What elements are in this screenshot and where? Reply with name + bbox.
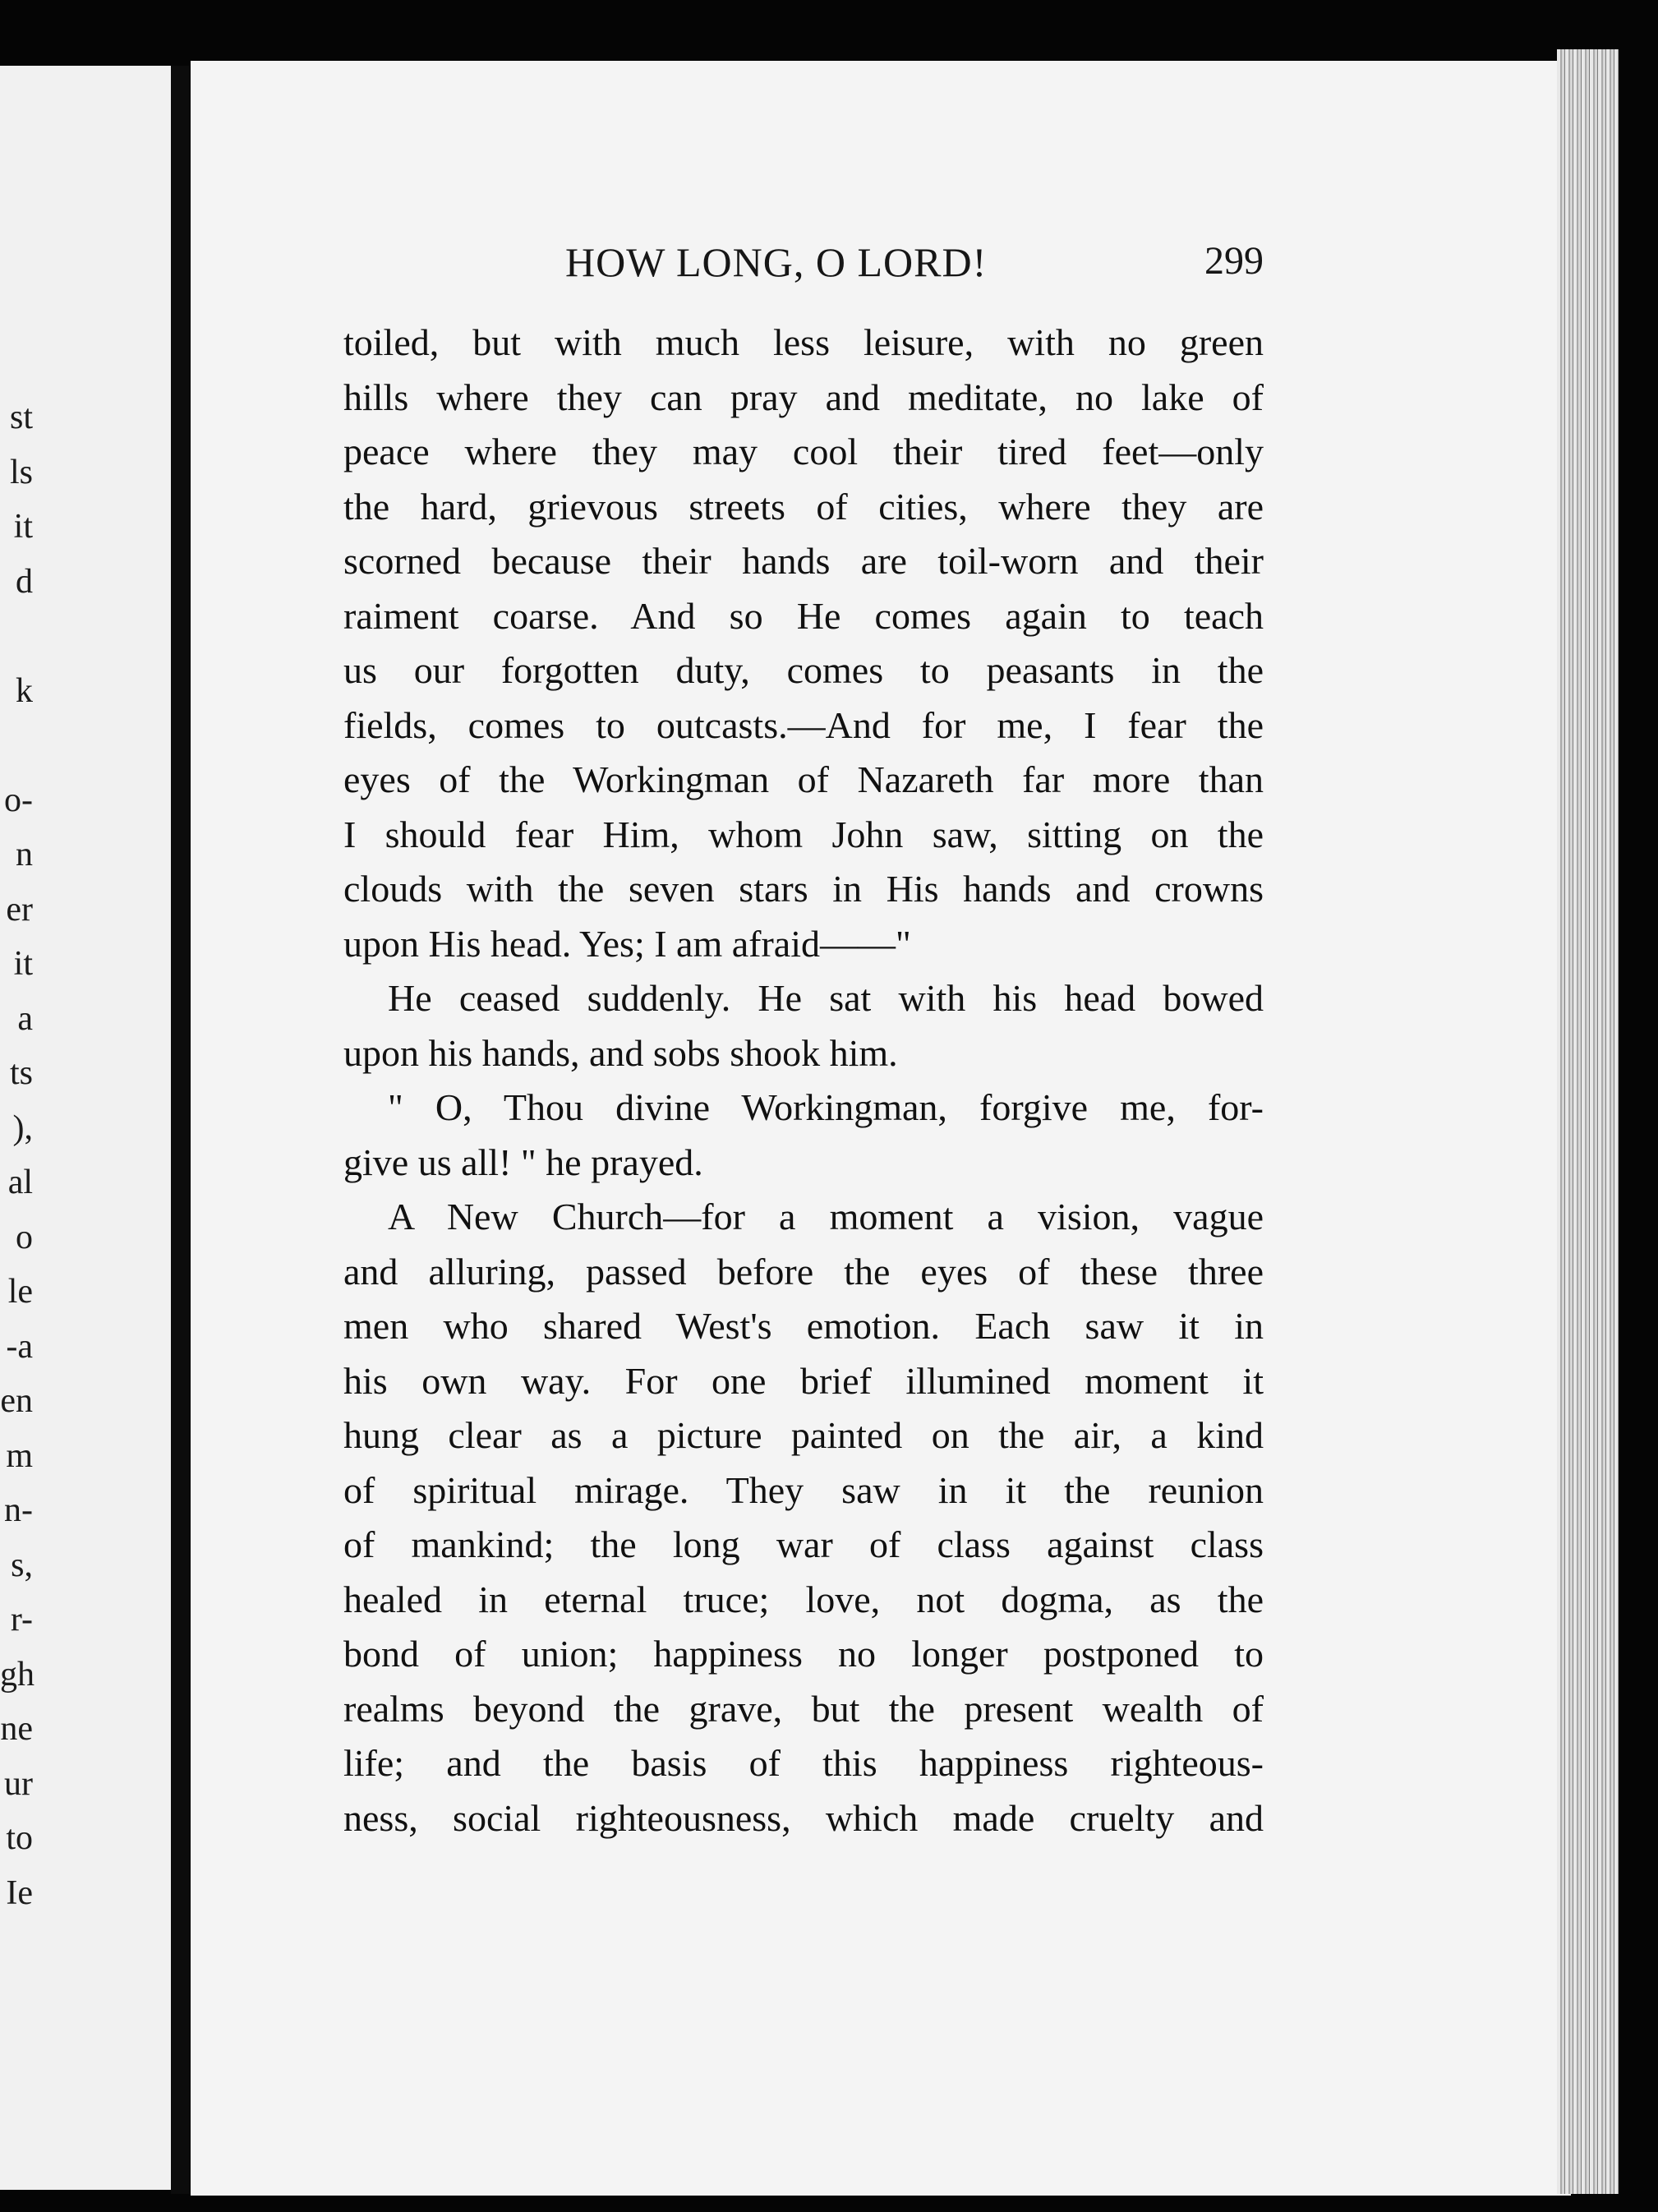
- left-fragment-line: ne: [0, 1710, 33, 1748]
- text-line: the hard, grievous streets of cities, where they are: [343, 485, 1264, 528]
- left-page: [0, 66, 177, 2190]
- text-line: give us all! " he prayed.: [343, 1141, 703, 1183]
- text-line: bond of union; happiness no longer postponed to: [343, 1633, 1264, 1675]
- text-line: peace where they may cool their tired feet—only: [343, 431, 1264, 472]
- left-fragment-line: st: [9, 399, 33, 436]
- body-text: [343, 316, 1264, 1846]
- left-fragment-line: d: [16, 562, 33, 601]
- text-line: ness, social righteousness, which made cruelty and: [343, 1796, 1264, 1839]
- left-fragment-line: n: [16, 836, 33, 873]
- left-fragment-line: it: [13, 945, 33, 983]
- text-line: men who shared West's emotion. Each saw it in: [343, 1305, 1264, 1347]
- text-line: hills where they can pray and meditate, no lake of: [343, 376, 1264, 418]
- text-line: fields, comes to outcasts.—And for me, I fear the: [343, 703, 1264, 746]
- left-fragment-line: s,: [11, 1546, 33, 1584]
- text-line: healed in eternal truce; love, not dogma, as the: [343, 1578, 1264, 1620]
- text-line: of mankind; the long war of class against class: [343, 1523, 1264, 1565]
- left-fragment-line: r-: [10, 1601, 33, 1638]
- page-number: 299: [1204, 239, 1264, 283]
- left-fragment-line: n-: [4, 1491, 33, 1529]
- text-line: raiment coarse. And so He comes again to teach: [343, 594, 1264, 637]
- left-fragment-line: to: [6, 1819, 33, 1857]
- left-fragment-line: k: [16, 671, 33, 710]
- text-line: scorned because their hands are toil-worn and their: [343, 540, 1264, 582]
- text-line: life; and the basis of this happiness righteous-: [343, 1742, 1264, 1784]
- left-fragment-line: er: [6, 890, 33, 929]
- text-line: clouds with the seven stars in His hands and crowns: [343, 868, 1264, 910]
- text-line: eyes of the Workingman of Nazareth far more than: [343, 758, 1264, 800]
- left-fragment-line: o-: [4, 781, 33, 819]
- left-fragment-line: ur: [4, 1764, 33, 1803]
- text-line: us our forgotten duty, comes to peasants in the: [343, 649, 1264, 691]
- left-fragment-line: [0, 609, 33, 664]
- left-fragment-line: a: [17, 999, 33, 1038]
- left-fragment-line: ts: [9, 1054, 33, 1092]
- text-line: and alluring, passed before the eyes of these three: [343, 1250, 1264, 1293]
- left-fragment-line: it: [13, 508, 33, 546]
- text-line: He ceased suddenly. He sat with his head bowed: [388, 977, 1264, 1019]
- left-fragment-line: m: [6, 1436, 33, 1475]
- text-line: upon his hands, and sobs shook him.: [343, 1031, 898, 1074]
- book-gutter: [171, 66, 189, 2194]
- left-fragment-line: al: [7, 1164, 33, 1201]
- left-fragment-line: ),: [12, 1108, 33, 1147]
- left-fragment-line: Ie: [6, 1873, 33, 1912]
- left-page-text-fragments: [0, 390, 33, 1920]
- left-fragment-line: ls: [9, 453, 33, 491]
- left-fragment-line: [0, 718, 33, 773]
- running-head: HOW LONG, O LORD!: [565, 239, 988, 285]
- text-line: upon His head. Yes; I am afraid——": [343, 922, 911, 965]
- text-line: realms beyond the grave, but the present wealth of: [343, 1687, 1264, 1730]
- left-fragment-line: -a: [6, 1327, 33, 1366]
- page-header: [343, 238, 1264, 296]
- left-fragment-line: le: [7, 1273, 33, 1311]
- text-line: toiled, but with much less leisure, with no green: [343, 321, 1264, 363]
- text-line: " O, Thou divine Workingman, forgive me, for-: [388, 1086, 1264, 1128]
- left-fragment-line: o: [16, 1218, 33, 1256]
- text-line: hung clear as a picture painted on the air, a kind: [343, 1414, 1264, 1456]
- left-fragment-line: gh: [0, 1655, 35, 1694]
- text-line: of spiritual mirage. They saw in it the reunion: [343, 1468, 1264, 1511]
- text-line: his own way. For one brief illumined moment it: [343, 1359, 1264, 1402]
- left-fragment-line: en: [0, 1382, 33, 1420]
- text-line: I should fear Him, whom John saw, sitting on the: [343, 813, 1264, 855]
- page-stack-edge: [1557, 49, 1619, 2194]
- text-line: A New Church—for a moment a vision, vague: [388, 1196, 1264, 1237]
